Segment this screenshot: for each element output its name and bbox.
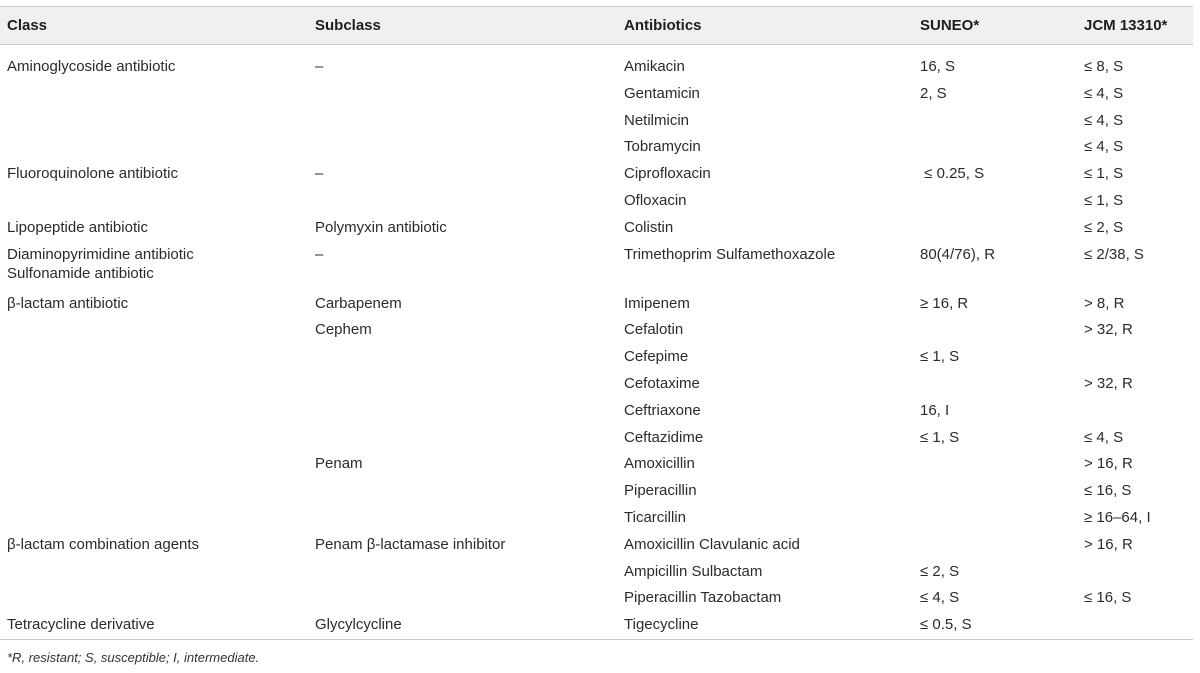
cell-subclass	[308, 422, 617, 449]
cell-jcm: ≤ 16, S	[1084, 589, 1132, 607]
table-row	[0, 185, 1193, 212]
cell-suneo: 16, I	[920, 401, 950, 419]
cell-suneo	[913, 529, 1077, 556]
cell-antibiotic: Piperacillin	[624, 482, 697, 500]
cell-jcm: > 32, R	[1084, 321, 1133, 339]
cell-class: Aminoglycoside antibiotic	[7, 58, 176, 75]
cell-subclass	[308, 582, 617, 609]
cell-jcm	[1077, 395, 1193, 422]
table-row	[0, 314, 1193, 341]
cell-subclass	[308, 185, 617, 212]
cell-antibiotic: Netilmicin	[624, 111, 690, 129]
table-row	[0, 78, 1193, 105]
cell-jcm: ≥ 16–64, I	[1084, 508, 1151, 526]
cell-subclass	[308, 105, 617, 132]
cell-subclass: Cephem	[315, 321, 372, 339]
cell-jcm: > 16, R	[1084, 455, 1133, 473]
cell-antibiotic: Ceftazidime	[624, 428, 704, 446]
cell-class: Tetracycline derivative	[0, 609, 308, 639]
susceptibility-table	[0, 6, 1193, 640]
cell-antibiotic: Ofloxacin	[624, 191, 687, 209]
cell-jcm: ≤ 1, S	[1084, 165, 1124, 183]
cell-class: β-lactam antibiotic	[7, 294, 129, 312]
header-antibiotics: Antibiotics	[617, 7, 913, 45]
cell-suneo: 16, S	[920, 58, 956, 75]
cell-suneo	[913, 105, 1077, 132]
cell-suneo: ≥ 16, R	[920, 294, 969, 312]
table-header	[0, 7, 1193, 45]
cell-jcm: ≤ 4, S	[1084, 428, 1124, 446]
cell-suneo: 80(4/76), R	[920, 245, 996, 263]
table-row	[0, 422, 1193, 449]
cell-antibiotic: Gentamicin	[624, 84, 700, 102]
cell-antibiotic: Tobramycin	[624, 138, 701, 156]
cell-jcm	[1077, 609, 1193, 639]
cell-jcm: ≤ 4, S	[1084, 138, 1124, 156]
cell-subclass	[308, 78, 617, 105]
cell-subclass: Glycylcycline	[308, 609, 617, 639]
cell-suneo	[913, 314, 1077, 341]
cell-jcm: > 16, R	[1084, 535, 1133, 553]
cell-antibiotic: Ceftriaxone	[624, 401, 701, 419]
cell-class: Fluoroquinolone antibiotic	[7, 165, 178, 183]
cell-suneo	[913, 212, 1077, 239]
cell-subclass	[308, 502, 617, 529]
table-row	[0, 45, 1193, 78]
cell-antibiotic: Amoxicillin Clavulanic acid	[624, 535, 800, 553]
cell-class	[0, 475, 308, 502]
cell-suneo	[913, 131, 1077, 158]
cell-class	[0, 368, 308, 395]
cell-class	[0, 131, 308, 158]
table-row	[0, 158, 1193, 185]
cell-jcm: > 32, R	[1084, 374, 1133, 392]
cell-suneo	[913, 448, 1077, 475]
cell-antibiotic: Ampicillin Sulbactam	[624, 562, 763, 580]
cell-antibiotic: Imipenem	[624, 294, 690, 312]
cell-jcm: > 8, R	[1084, 294, 1125, 312]
cell-subclass: Polymyxin antibiotic	[315, 218, 447, 236]
cell-subclass: –	[315, 165, 324, 183]
cell-antibiotic: Trimethoprim Sulfamethoxazole	[624, 245, 836, 263]
cell-subclass	[308, 556, 617, 583]
cell-antibiotic: Amoxicillin	[624, 455, 695, 473]
table-row	[0, 288, 1193, 315]
cell-jcm: ≤ 2/38, S	[1084, 245, 1144, 263]
cell-suneo	[913, 475, 1077, 502]
cell-antibiotic: Colistin	[624, 218, 674, 236]
cell-class: Lipopeptide antibiotic	[7, 218, 148, 236]
cell-subclass: Carbapenem	[315, 294, 402, 312]
cell-class	[0, 395, 308, 422]
table-row	[0, 475, 1193, 502]
cell-suneo: ≤ 1, S	[920, 428, 960, 446]
cell-antibiotic: Amikacin	[624, 58, 685, 75]
cell-antibiotic: Ticarcillin	[624, 508, 686, 526]
cell-jcm: ≤ 4, S	[1084, 84, 1124, 102]
cell-class: Diaminopyrimidine antibiotic Sulfonamide antibiotic	[7, 245, 194, 282]
cell-subclass	[308, 341, 617, 368]
cell-antibiotic: Cefalotin	[624, 321, 684, 339]
cell-suneo: ≤ 2, S	[920, 562, 960, 580]
cell-class	[0, 556, 308, 583]
table-row	[0, 448, 1193, 475]
cell-subclass	[308, 368, 617, 395]
cell-suneo: ≤ 4, S	[920, 589, 960, 607]
cell-antibiotic: Cefepime	[624, 348, 689, 366]
cell-suneo: 2, S	[920, 84, 947, 102]
cell-suneo: ≤ 0.25, S	[920, 165, 985, 183]
cell-class	[0, 448, 308, 475]
cell-class	[0, 422, 308, 449]
cell-class	[0, 78, 308, 105]
table-row	[0, 341, 1193, 368]
cell-class	[0, 314, 308, 341]
table-row	[0, 556, 1193, 583]
cell-subclass	[308, 395, 617, 422]
cell-antibiotic: Ciprofloxacin	[624, 165, 711, 183]
cell-suneo: ≤ 0.5, S	[913, 609, 1077, 639]
cell-class	[0, 185, 308, 212]
table-row	[0, 529, 1193, 556]
cell-class: β-lactam combination agents	[7, 535, 200, 553]
cell-jcm: ≤ 1, S	[1084, 191, 1124, 209]
cell-class	[0, 341, 308, 368]
cell-antibiotic: Tigecycline	[617, 609, 913, 639]
cell-jcm: ≤ 4, S	[1084, 111, 1124, 129]
cell-jcm	[1077, 556, 1193, 583]
cell-jcm: ≤ 8, S	[1084, 58, 1124, 75]
cell-subclass	[308, 475, 617, 502]
cell-subclass: Penam	[315, 455, 363, 473]
cell-jcm	[1077, 341, 1193, 368]
table-row	[0, 582, 1193, 609]
header-subclass: Subclass	[308, 7, 617, 45]
cell-jcm: ≤ 16, S	[1084, 482, 1132, 500]
cell-antibiotic: Piperacillin Tazobactam	[624, 589, 782, 607]
header-class: Class	[0, 7, 308, 45]
cell-suneo	[913, 185, 1077, 212]
cell-subclass: –	[315, 58, 324, 75]
cell-subclass	[308, 131, 617, 158]
table-row	[0, 368, 1193, 395]
table-row	[0, 212, 1193, 239]
cell-subclass: –	[315, 245, 324, 263]
cell-jcm: ≤ 2, S	[1084, 218, 1124, 236]
table-row	[0, 239, 1193, 288]
header-jcm: JCM 13310*	[1077, 7, 1193, 45]
table-footnote: *R, resistant; S, susceptible; I, intermediate.	[7, 650, 260, 665]
table-row	[0, 395, 1193, 422]
cell-class	[0, 582, 308, 609]
cell-suneo: ≤ 1, S	[920, 348, 960, 366]
table-row	[0, 105, 1193, 132]
header-row	[0, 7, 1193, 45]
cell-class	[0, 105, 308, 132]
cell-class	[0, 502, 308, 529]
cell-suneo	[913, 502, 1077, 529]
table-body	[0, 45, 1193, 640]
header-suneo: SUNEO*	[913, 7, 1077, 45]
cell-subclass: Penam β-lactamase inhibitor	[315, 535, 506, 553]
cell-suneo	[913, 368, 1077, 395]
table-row	[0, 502, 1193, 529]
cell-antibiotic: Cefotaxime	[624, 374, 700, 392]
table-row	[0, 131, 1193, 158]
table-row	[0, 609, 1193, 639]
